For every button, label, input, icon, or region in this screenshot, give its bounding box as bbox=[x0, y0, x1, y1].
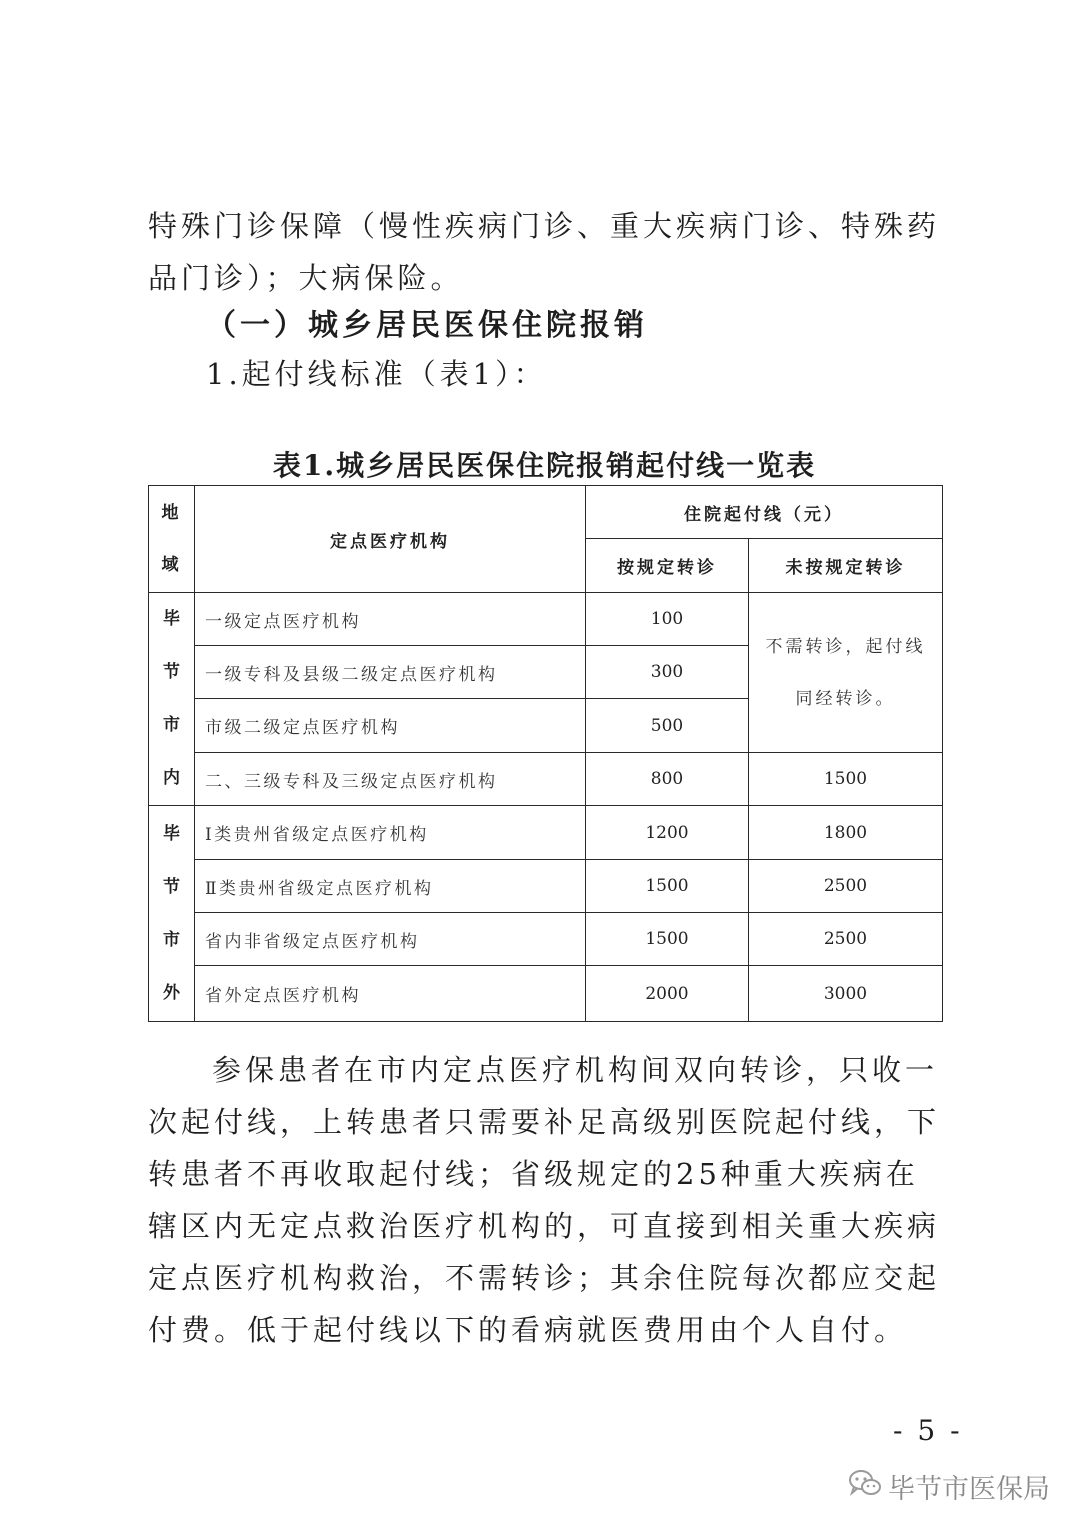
header-referred: 按规定转诊 bbox=[586, 539, 749, 593]
institution-cell: Ⅱ类贵州省级定点医疗机构 bbox=[195, 860, 586, 913]
referred-amount: 1500 bbox=[586, 860, 749, 913]
region-char: 节 bbox=[163, 662, 180, 682]
header-not-referred: 未按规定转诊 bbox=[749, 539, 943, 593]
header-region bbox=[149, 486, 195, 593]
not-referred-amount: 3000 bbox=[749, 966, 943, 1022]
intro-paragraph: 特殊门诊保障（慢性疾病门诊、重大疾病门诊、特殊药品门诊）；大病保险。 bbox=[148, 209, 941, 295]
region-outside-city bbox=[149, 806, 195, 1022]
institution-cell: 一级定点医疗机构 bbox=[195, 593, 586, 646]
referred-amount: 1200 bbox=[586, 806, 749, 860]
header-region-char: 域 bbox=[161, 555, 182, 575]
region-inside-city bbox=[149, 593, 195, 806]
not-referred-amount: 2500 bbox=[749, 860, 943, 913]
referred-amount: 100 bbox=[586, 593, 749, 646]
not-referred-amount: 1800 bbox=[749, 806, 943, 860]
not-referred-amount: 2500 bbox=[749, 913, 943, 966]
region-char: 外 bbox=[163, 982, 180, 1003]
page-number: - 5 - bbox=[893, 1414, 963, 1447]
header-region-char: 地 bbox=[161, 503, 182, 523]
deductible-table bbox=[148, 485, 943, 1022]
header-group: 住院起付线（元） bbox=[586, 486, 943, 539]
region-char: 节 bbox=[163, 876, 180, 897]
referred-amount: 2000 bbox=[586, 966, 749, 1022]
institution-cell: 二、三级专科及三级定点医疗机构 bbox=[195, 753, 586, 806]
institution-cell: 一级专科及县级二级定点医疗机构 bbox=[195, 646, 586, 699]
region-char: 市 bbox=[163, 929, 180, 950]
referred-amount: 800 bbox=[586, 753, 749, 806]
note-line: 不需转诊，起付线 bbox=[765, 636, 926, 657]
table-title: 表1.城乡居民医保住院报销起付线一览表 bbox=[272, 449, 817, 482]
note-line: 同经转诊。 bbox=[795, 688, 896, 709]
region-char: 内 bbox=[163, 768, 180, 788]
watermark bbox=[848, 1466, 1050, 1506]
institution-cell: 市级二级定点医疗机构 bbox=[195, 699, 586, 753]
referred-amount: 1500 bbox=[586, 913, 749, 966]
referred-amount: 300 bbox=[586, 646, 749, 699]
referred-amount: 500 bbox=[586, 699, 749, 753]
merged-note bbox=[749, 593, 943, 753]
wechat-icon bbox=[848, 1468, 882, 1505]
closing-paragraph: 参保患者在市内定点医疗机构间双向转诊，只收一次起付线，上转患者只需要补足高级别医院起付线，下转患者不再收取起付线；省级规定的25种重大疾病在辖区内无定点救治医疗机构的，可直接到相关重大疾病定点医疗机构救治，不需转诊；其余住院每次都应交起付费。低于起付线以下的看病就医费用由个人自付。 bbox=[148, 1053, 941, 1347]
institution-cell: Ⅰ类贵州省级定点医疗机构 bbox=[195, 806, 586, 860]
institution-cell: 省内非省级定点医疗机构 bbox=[195, 913, 586, 966]
region-char: 毕 bbox=[163, 609, 180, 629]
region-char: 毕 bbox=[163, 823, 180, 844]
watermark-text: 毕节市医保局 bbox=[888, 1473, 1050, 1505]
region-char: 市 bbox=[163, 715, 180, 735]
item-line: 1.起付线标准（表1）： bbox=[206, 357, 547, 391]
institution-cell: 省外定点医疗机构 bbox=[195, 966, 586, 1022]
not-referred-amount: 1500 bbox=[749, 753, 943, 806]
header-institution: 定点医疗机构 bbox=[195, 486, 586, 593]
section-heading: （一）城乡居民医保住院报销 bbox=[206, 308, 648, 343]
